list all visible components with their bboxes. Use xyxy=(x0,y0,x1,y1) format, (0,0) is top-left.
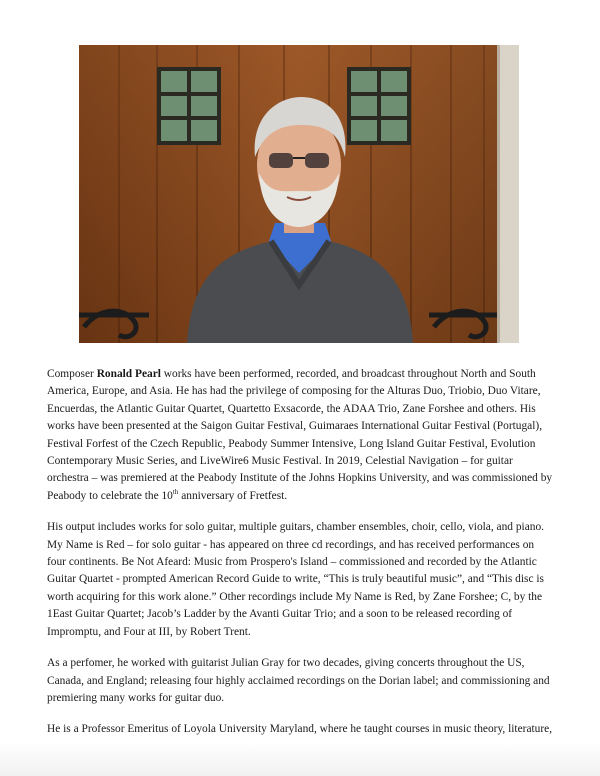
stone-wall xyxy=(497,45,519,343)
bio-paragraph-1 xyxy=(47,366,553,505)
portrait-photo xyxy=(79,45,519,343)
ordinal-suffix: th xyxy=(172,488,179,497)
bio-p1-body: works have been performed, recorded, and broadcast throughout North and South America, Europe, and Asia. He has had the privilege of composing for the Alturas Duo, Triobio, Duo Vitare, Encuerdas, the Atlantic Guitar Quartet, Quartetto Exsacorde, the ADAA Trio, Zane Forshee and others. His works have been presented at the Saigon Guitar Festival, Guimaraes International Guitar Festival (Portugal), Festival Forfest of the Czech Republic, Peabody Summer Intensive, Long Island Guitar Festival, Evolution Contemporary Music Series, and LiveWire6 Music Festival. In 2019, Celestial Navigation – for guitar orchestra – was premiered at the Peabody Institute of the Johns Hopkins University, and was commissioned by Peabody to celebrate the 10 xyxy=(47,368,553,502)
portrait-illustration xyxy=(79,45,519,343)
bio-intro: Composer xyxy=(47,368,97,380)
composer-name: Ronald Pearl xyxy=(96,368,161,380)
bio-paragraph-4: He is a Professor Emeritus of Loyola University Maryland, where he taught courses in music theory, literature, xyxy=(47,723,553,736)
biography xyxy=(47,366,553,770)
bio-paragraph-2: His output includes works for solo guitar, multiple guitars, chamber ensembles, choir, cello, viola, and piano. My Name is Red – for solo guitar - has appeared on three cd recordings, and has received performances on four continents. Be Not Afeard: Music from Prospero's Island – commissioned and recorded by the Atlantic Guitar Quartet - prompted American Record Guide to write, “This is truly beautiful music”, and “This disc is worth acquiring for this work alone.” Other recordings include My Name is Red, by Zane Forshee; C, by the 1East Guitar Quartet; Jacob’s Ladder by the Avanti Guitar Trio; and a soon to be released recording of Impromptu, and Four at III, by Robert Trent. xyxy=(47,521,545,638)
door-window-right xyxy=(347,67,411,145)
bio-p1-end: anniversary of Fretfest. xyxy=(178,489,288,502)
bio-paragraph-3: As a perfomer, he worked with guitarist Julian Gray for two decades, giving concerts throughout the US, Canada, and England; releasing four highly acclaimed recordings on the Dorian label; and commissioning and premiering many works for guitar duo. xyxy=(47,657,550,704)
page-bottom-shadow xyxy=(0,742,600,776)
door-window-left xyxy=(157,67,221,145)
